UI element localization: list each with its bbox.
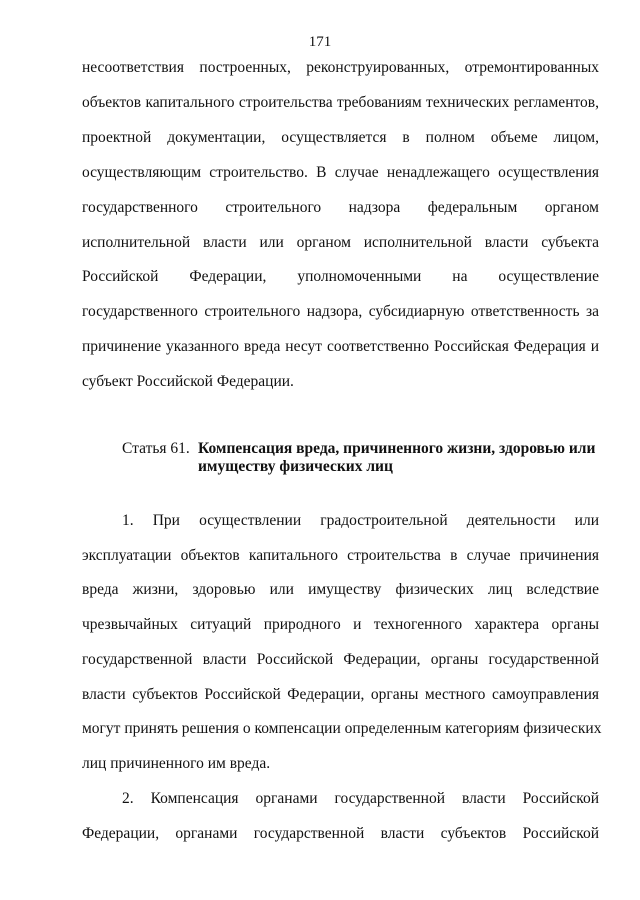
page-number: 171	[308, 34, 332, 50]
text-line: Российской Федерации, уполномоченными на осуществление	[82, 268, 599, 285]
article-title: Компенсация вреда, причиненного жизни, здоровью или имуществу физических лиц	[198, 440, 596, 475]
text-line: 1. При осуществлении градостроительной деятельности или	[122, 512, 599, 529]
text-line: вреда жизни, здоровью или имуществу физических лиц вследствие	[82, 581, 599, 598]
text-line: причинение указанного вреда несут соответственно Российская Федерация и	[82, 338, 599, 355]
text-line: несоответствия построенных, реконструированных, отремонтированных	[82, 59, 599, 76]
text-line: могут принять решения о компенсации определенным категориям физических	[82, 720, 602, 737]
text-line: государственного строительного надзора федеральным органом	[82, 199, 599, 216]
text-line: Федерации, органами государственной власти субъектов Российской	[82, 825, 599, 842]
text-line: 2. Компенсация органами государственной власти Российской	[122, 790, 599, 807]
text-line: объектов капитального строительства требованиям технических регламентов,	[82, 94, 599, 111]
text-line: субъект Российской Федерации.	[82, 373, 294, 390]
text-line: государственного строительного надзора, субсидиарную ответственность за	[82, 303, 599, 320]
text-line: эксплуатации объектов капитального строительства в случае причинения	[82, 547, 599, 564]
article-label: Статья 61.	[122, 440, 190, 457]
text-line: чрезвычайных ситуаций природного и техногенного характера органы	[82, 616, 599, 633]
text-line: государственной власти Российской Федерации, органы государственной	[82, 651, 599, 668]
text-line: осуществляющим строительство. В случае ненадлежащего осуществления	[82, 164, 599, 181]
text-line: проектной документации, осуществляется в полном объеме лицом,	[82, 129, 599, 146]
text-line: власти субъектов Российской Федерации, органы местного самоуправления	[82, 686, 599, 703]
text-line: лиц причиненного им вреда.	[82, 755, 271, 772]
text-line: исполнительной власти или органом исполнительной власти субъекта	[82, 234, 599, 251]
